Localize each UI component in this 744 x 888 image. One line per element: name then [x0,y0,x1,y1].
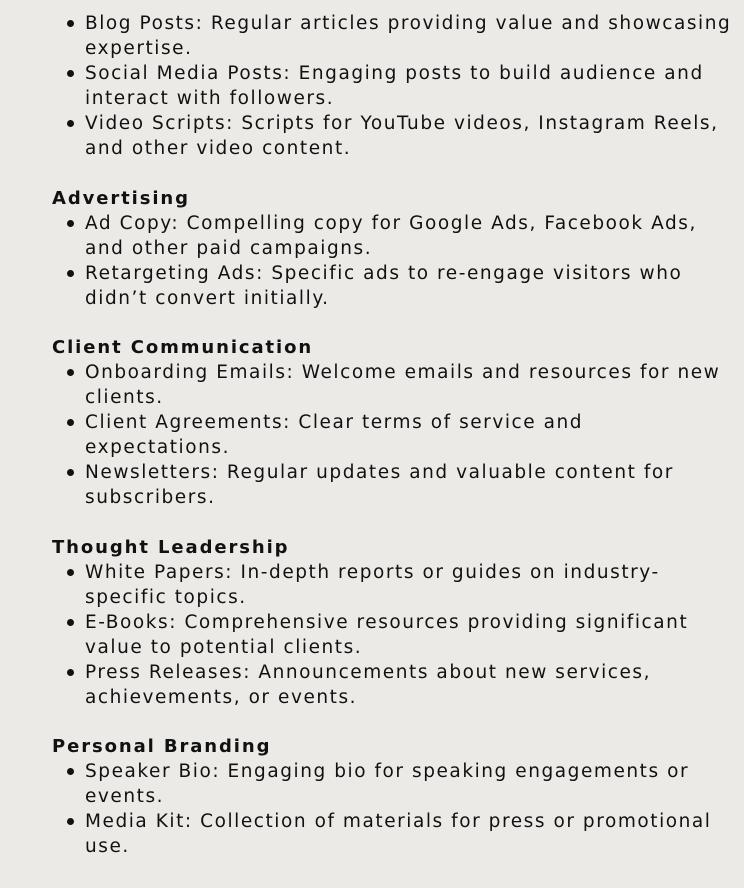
section-personal-branding [52,734,732,859]
bullet-icon [67,569,74,576]
list-item [85,759,732,809]
bullet-icon [67,220,74,227]
list-item-text: Client Agreements: Clear terms of service and expectations. [85,412,584,458]
bullet-icon [67,619,74,626]
list-item [85,61,732,111]
section-thought-leadership [52,535,732,710]
list-item-text: Media Kit: Collection of materials for press or promotional use. [85,811,712,857]
bullet-icon [67,70,74,77]
section-heading: Personal Branding [52,736,272,757]
section-heading: Thought Leadership [52,536,290,558]
bullet-icon [67,669,74,676]
list-item [85,261,732,311]
item-list [52,211,732,311]
list-item [85,11,732,61]
list-item [85,560,732,610]
list-item-text: E-Books: Comprehensive resources providing significant value to potential clients. [85,611,689,658]
list-item-text: Ad Copy: Compelling copy for Google Ads, Facebook Ads, and other paid campaigns. [85,212,697,259]
bullet-icon [67,419,74,426]
item-list [52,360,732,510]
list-item-text: Press Releases: Announcements about new services, achievements, or events. [85,661,652,708]
list-item-text: Social Media Posts: Engaging posts to build audience and interact with followers. [85,63,704,109]
list-item [85,610,732,660]
bullet-icon [67,818,74,825]
section-heading: Client Communication [52,337,314,358]
bullet-icon [67,768,74,775]
list-item-text: Blog Posts: Regular articles providing value and showcasing expertise. [85,13,732,59]
list-item [85,111,732,161]
bullet-icon [67,120,74,127]
list-item [85,660,732,710]
list-item-text: Newsletters: Regular updates and valuable content for subscribers. [85,462,674,508]
section-client-communication [52,335,732,510]
list-item [85,809,732,859]
section-advertising [52,186,732,311]
list-item-text: Speaker Bio: Engaging bio for speaking engagements or events. [85,761,690,807]
list-item [85,211,732,261]
list-item [85,460,732,510]
bullet-icon [67,270,74,277]
list-item-text: Onboarding Emails: Welcome emails and resources for new clients. [85,362,721,408]
list-item [85,410,732,460]
bullet-icon [67,369,74,376]
list-item-text: Video Scripts: Scripts for YouTube videos, Instagram Reels, and other video content. [85,113,719,159]
section-content-types [52,11,732,161]
item-list [52,759,732,859]
bullet-icon [67,469,74,476]
section-heading: Advertising [52,187,190,209]
item-list [52,11,732,161]
item-list [52,560,732,710]
document-body [52,11,732,884]
list-item-text: White Papers: In-depth reports or guides on industry-specific topics. [85,561,660,608]
list-item [85,360,732,410]
list-item-text: Retargeting Ads: Specific ads to re-engage visitors who didn’t convert initially. [85,262,683,309]
bullet-icon [67,20,74,27]
